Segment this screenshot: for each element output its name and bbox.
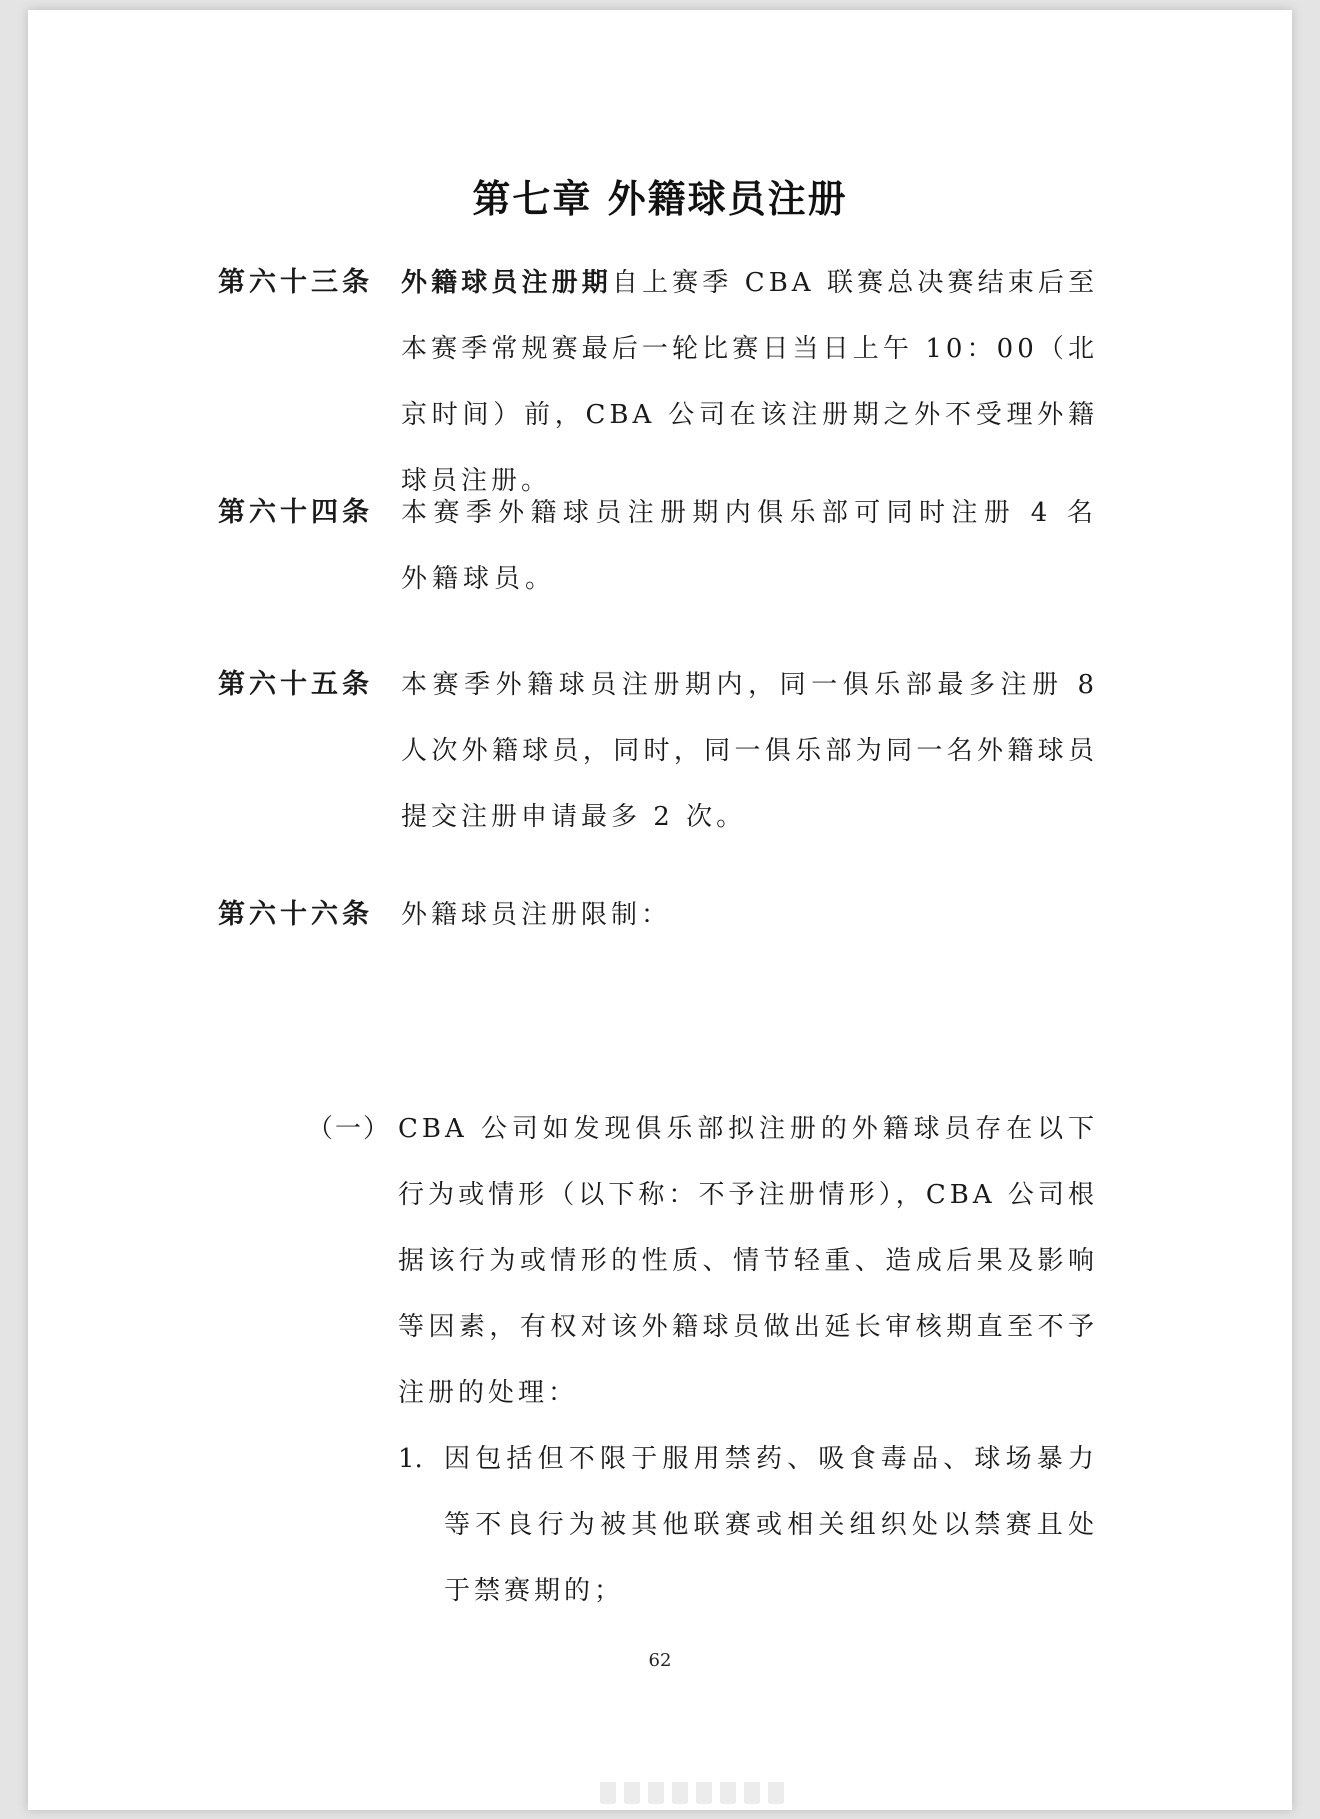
item-text: 因包括但不限于服用禁药、吸食毒品、球场暴力等不良行为被其他联赛或相关组织处以禁赛且处于禁赛期的； — [444, 1444, 1098, 1606]
article-lead: 外籍球员注册期 — [401, 268, 612, 298]
article-text: 自上赛季 CBA 联赛总决赛结束后至本赛季常规赛最后一轮比赛日当日上午 10：00（北京时间）前，CBA 公司在该注册期之外不受理外籍球员注册。 — [401, 268, 1098, 496]
chapter-title: 第七章 外籍球员注册 — [472, 176, 848, 221]
article-text: 本赛季外籍球员注册期内俱乐部可同时注册 4 名外籍球员。 — [401, 498, 1098, 594]
article-label: 第六十三条 — [218, 267, 373, 298]
article-label: 第六十六条 — [218, 899, 373, 930]
article-text: 本赛季外籍球员注册期内，同一俱乐部最多注册 8 人次外籍球员，同时，同一俱乐部为同一名外籍球员提交注册申请最多 2 次。 — [401, 670, 1098, 832]
article-label: 第六十五条 — [218, 669, 373, 700]
article-label: 第六十四条 — [218, 497, 373, 528]
item-number: 1. — [398, 1444, 423, 1474]
article-text: 外籍球员注册限制： — [401, 900, 672, 930]
watermark — [600, 1782, 784, 1804]
clause-text: CBA 公司如发现俱乐部拟注册的外籍球员存在以下行为或情形（以下称：不予注册情形），CBA 公司根据该行为或情形的性质、情节轻重、造成后果及影响等因素，有权对该外籍球员做出延长审核期直至不予注册的处理： — [398, 1114, 1098, 1408]
article-body — [401, 250, 1098, 514]
clause-label: （一） — [307, 1114, 392, 1144]
page-number: 62 — [648, 1650, 672, 1671]
